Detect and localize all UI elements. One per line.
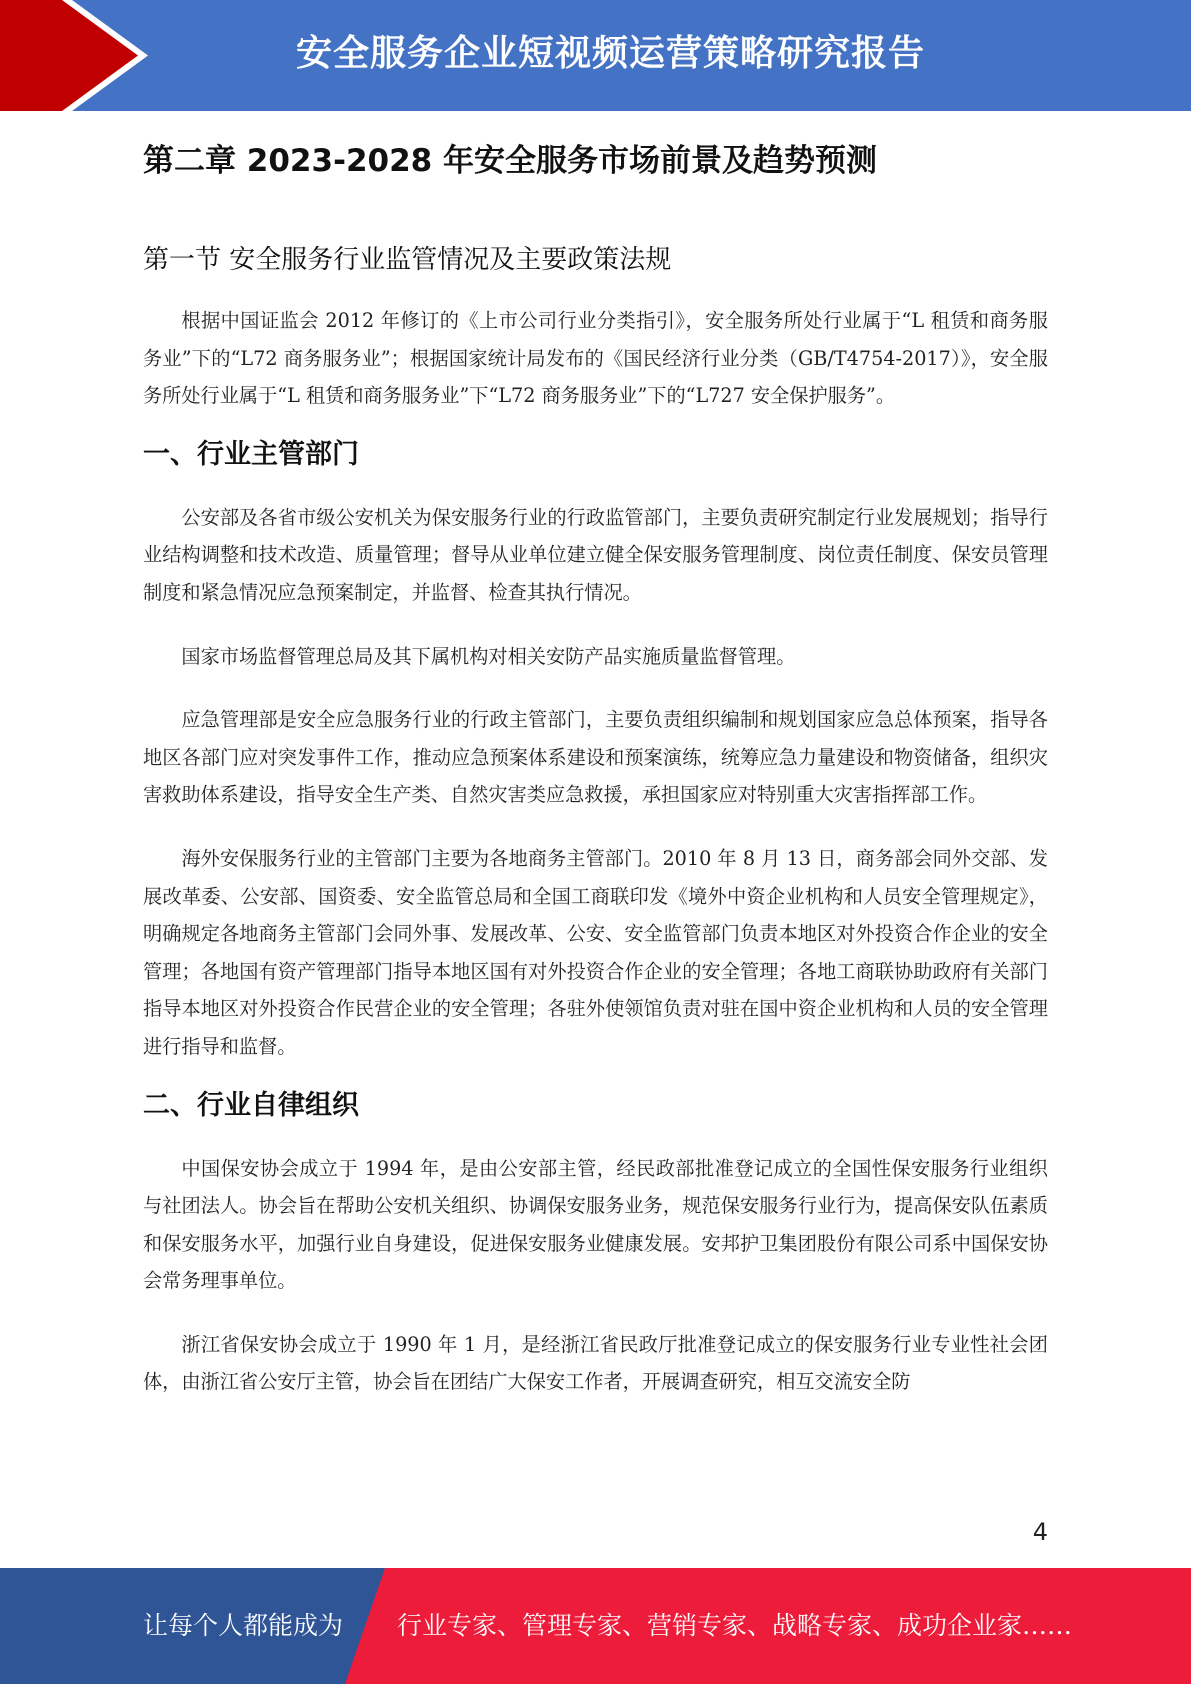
document-body	[143, 130, 1048, 1401]
paragraph: 中国保安协会成立于 1994 年，是由公安部主管，经民政部批准登记成立的全国性保安服务行业组织与社团法人。协会旨在帮助公安机关组织、协调保安服务业务，规范保安服务行业行为，提高保安队伍素质和保安服务水平，加强行业自身建设，促进保安服务业健康发展。安邦护卫集团股份有限公司系中国保安协会常务理事单位。	[143, 1156, 1048, 1293]
paragraph: 应急管理部是安全应急服务行业的行政主管部门，主要负责组织编制和规划国家应急总体预案，指导各地区各部门应对突发事件工作，推动应急预案体系建设和预案演练，统筹应急力量建设和物资储备，组织灾害救助体系建设，指导安全生产类、自然灾害类应急救援，承担国家应对特别重大灾害指挥部工作。	[143, 708, 1048, 807]
report-title: 安全服务企业短视频运营策略研究报告	[295, 33, 925, 74]
chapter-title: 第二章 2023-2028 年安全服务市场前景及趋势预测	[143, 143, 878, 179]
footer-slogan-right: 行业专家、管理专家、营销专家、战略专家、成功企业家……	[397, 1611, 1073, 1640]
paragraph: 海外安保服务行业的主管部门主要为各地商务主管部门。2010 年 8 月 13 日，商务部会同外交部、发展改革委、公安部、国资委、安全监管总局和全国工商联印发《境外中资企业机构和人员安全管理规定》，明确规定各地商务主管部门会同外事、发展改革、公安、安全监管部门负责本地区对外投资合作企业的安全管理；各地国有资产管理部门指导本地区国有对外投资合作企业的安全管理；各地工商联协助政府有关部门指导本地区对外投资合作民营企业的安全管理；各驻外使领馆负责对驻在国中资企业机构和人员的安全管理进行指导和监督。	[143, 846, 1048, 1058]
subsection-title-authorities: 一、行业主管部门	[143, 438, 359, 470]
page-number: 4	[1032, 1518, 1048, 1546]
subsection-title-self-regulation: 二、行业自律组织	[143, 1089, 359, 1121]
paragraph: 公安部及各省市级公安机关为保安服务行业的行政监管部门，主要负责研究制定行业发展规划；指导行业结构调整和技术改造、质量管理；督导从业单位建立健全保安服务管理制度、岗位责任制度、保安员管理制度和紧急情况应急预案制定，并监督、检查其执行情况。	[143, 505, 1048, 604]
paragraph: 浙江省保安协会成立于 1990 年 1 月，是经浙江省民政厅批准登记成立的保安服务行业专业性社会团体，由浙江省公安厅主管，协会旨在团结广大保安工作者，开展调查研究，相互交流安全防	[143, 1332, 1048, 1394]
intro-paragraph: 根据中国证监会 2012 年修订的《上市公司行业分类指引》，安全服务所处行业属于“L 租赁和商务服务业”下的“L72 商务服务业”；根据国家统计局发布的《国民经济行业分类（GB/T4754-2017）》，安全服务所处行业属于“L 租赁和商务服务业”下“L72 商务服务业”下的“L727 安全保护服务”。	[143, 309, 1048, 408]
footer-slogan-left: 让每个人都能成为	[143, 1611, 344, 1640]
page-header	[0, 0, 1191, 111]
paragraph: 国家市场监督管理总局及其下属机构对相关安防产品实施质量监督管理。	[181, 644, 796, 668]
section-title: 第一节 安全服务行业监管情况及主要政策法规	[143, 245, 672, 275]
page-footer	[0, 1568, 1191, 1684]
